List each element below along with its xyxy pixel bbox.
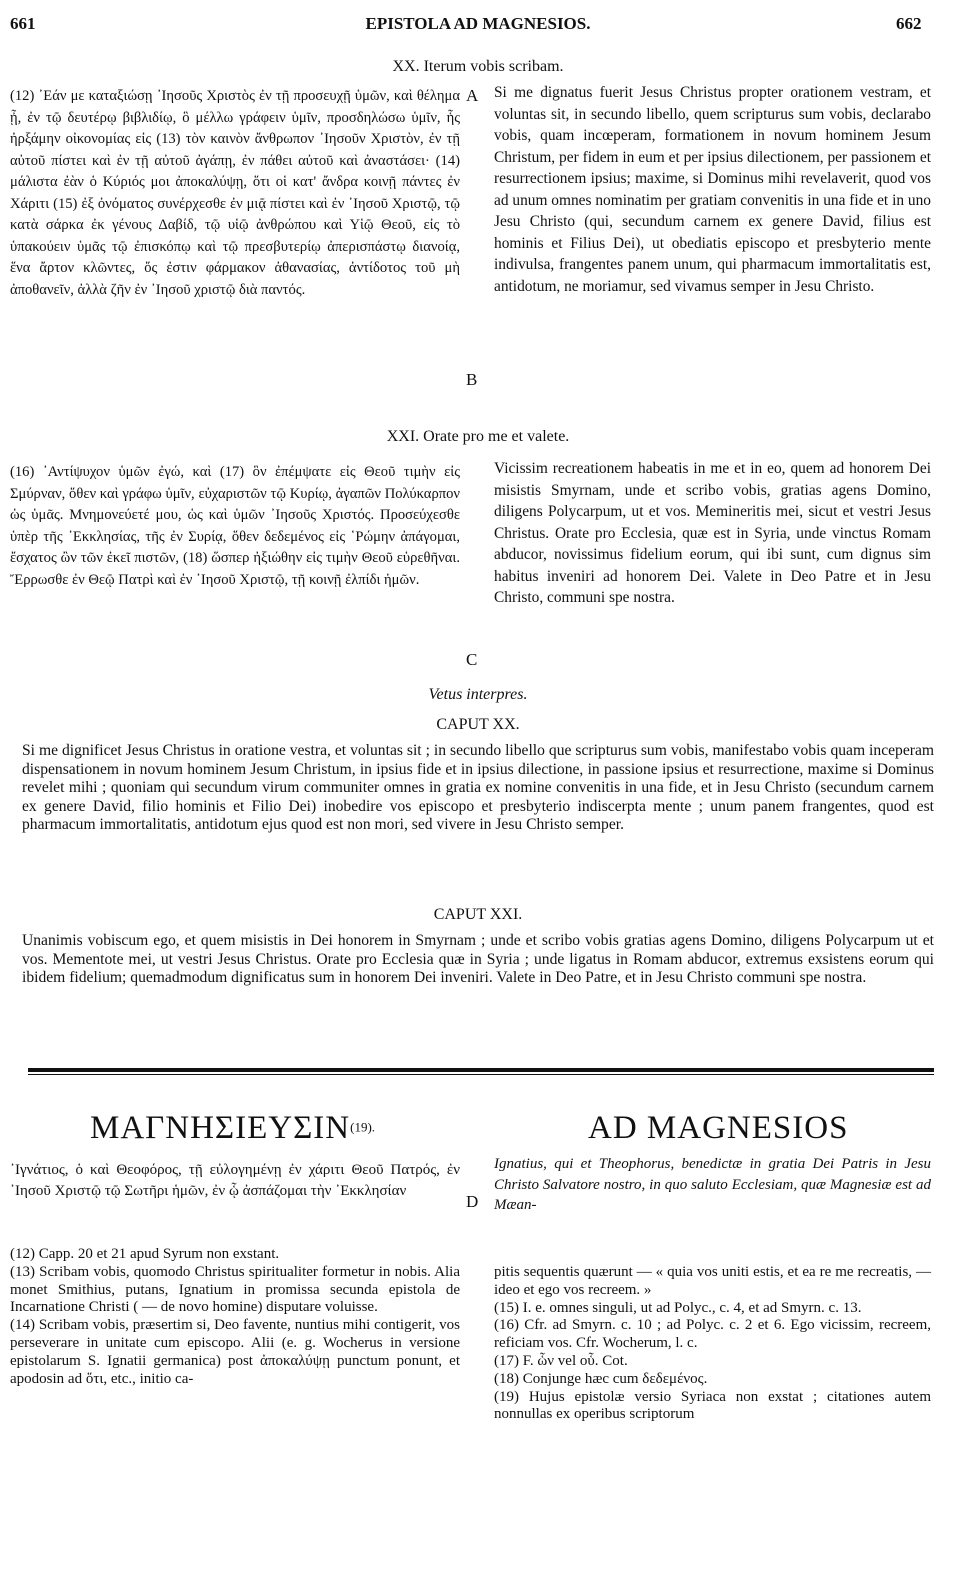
footnote-17: (17) F. ὧν vel οὗ. Cot. bbox=[494, 1352, 628, 1369]
margin-letter-c: C bbox=[466, 650, 478, 669]
margin-letter-b: B bbox=[466, 370, 478, 389]
greek-title-note-ref: (19). bbox=[350, 1119, 376, 1135]
caput-xx-text: Si me dignificet Jesus Christus in oratione vestra, et voluntas sit ; in secundo libello que scripturus sum vobis, manifestabo vobis quam inceperam dispensationem in novum hominem Jesum Christum, in ipsius fide et in ipsius dilectione, in passione ipsius et resurrectione, maxime si Dominus revelet mihi ; quoniam qui secundum virum communiter omnes in gratia ex nomine convenitis in una fide, et in Jesu Christo (secundum carnem ex genere David, filio hominis et Filio Dei) inobedire vos episcopo et presbyterio indiscerpta mente ; unum panem frangentes, quod est pharmacum immortalitatis, antidotum ejus quod est non mori, sed vivere in Jesu Christo semper. bbox=[22, 742, 934, 834]
footnote-18: (18) Conjunge hæc cum δεδεμένος. bbox=[494, 1370, 708, 1387]
greek-epistle-title bbox=[90, 1110, 375, 1147]
section-divider-thin bbox=[28, 1074, 934, 1075]
footnotes-left bbox=[10, 1246, 460, 1388]
margin-letter-d: D bbox=[466, 1192, 479, 1211]
latin-epistle-title: AD MAGNESIOS bbox=[588, 1110, 849, 1146]
greek-text-xx: (12) ᾿Εάν με καταξιώσῃ ᾿Ιησοῦς Χριστὸς ἐν τῇ προσευχῇ ὑμῶν, καὶ θέλημα ᾖ, ἐν τῷ δευτέρῳ βιβλιδίῳ, ὃ μέλλω γράφειν ὑμῖν, προσδηλώσω ὑμῖν, ἧς ἠρξάμην οἰκονομίας εἰς (13) τὸν καινὸν ἄνθρωπον ᾿Ιησοῦν Χριστὸν, ἐν τῇ αὐτοῦ πίστει καὶ ἐν τῇ αὐτοῦ ἀγάπῃ, ἐν πάθει αὐτοῦ καὶ ἀναστάσει· (14) μάλιστα ἐὰν ὁ Κύριός μοι ἀποκαλύψῃ, ὅτι οἱ κατ' ἄνδρα κοινῇ πάντες ἐν Χάριτι (15) ἐξ ὀνόματος συνέρχεσθε ἐν μιᾷ πίστει καὶ ἐν ᾿Ιησοῦ Χριστῷ, τῷ κατὰ σάρκα ἐκ γένους Δαβίδ, τῷ υἱῷ ἀνθρώπου καὶ Υἱῷ Θεοῦ, εἰς τὸ ὑπακούειν ὑμᾶς τῷ ἐπισκόπῳ καὶ τῷ πρεσβυτερίῳ ἀπερισπάστῳ διανοίᾳ, ἕνα ἄρτον κλῶντες, ὅς ἐστιν φάρμακον ἀθανασίας, ἀντίδοτος τοῦ μὴ ἀποθανεῖν, ἀλλὰ ζῆν ἐν ᾿Ιησοῦ χριστῷ διὰ παντός. bbox=[10, 88, 460, 298]
footnote-13: (13) Scribam vobis, quomodo Christus spiritualiter formetur in nobis. Alia monet Smithius, putans, Ignatium in promissa secunda epistola de Incarnatione Christi ( — de novo homine) disputare voluisse. bbox=[10, 1263, 460, 1316]
footnote-12: (12) Capp. 20 et 21 apud Syrum non exstant. bbox=[10, 1246, 280, 1262]
page-number-left: 661 bbox=[10, 14, 36, 33]
vetus-interpres-label: Vetus interpres. bbox=[428, 686, 528, 703]
latin-salutation: Ignatius, qui et Theophorus, benedictæ in gratia Dei Patris in Jesu Christo Salvatore nostro, in quo saluto Ecclesiam, quæ Magnesiæ est ad Mæan- bbox=[494, 1156, 931, 1213]
footnote-15: (15) I. e. omnes singuli, ut ad Polyc., c. 4, et ad Smyrn. c. 13. bbox=[494, 1299, 862, 1316]
running-title: EPISTOLA AD MAGNESIOS. bbox=[365, 14, 591, 33]
footnotes-right bbox=[494, 1264, 931, 1424]
latin-text-xxi: Vicissim recreationem habeatis in me et in eo, quem ad honorem Dei misistis Smyrnam, unde et scribo vobis, gratias agens Domino, diligens Polycarpum, ut et vos. Memineritis mei, sicut et vestri Jesus Christus. Orate pro Ecclesia, quæ est in Syria, unde vinctus Romam abducor, novissimus fidelium eorum, qui ibi sunt, cum dignus sim habitus inveniri ad honorem Dei. Valete in Deo Patre et in Jesu Christo, communi spe nostra. bbox=[494, 460, 931, 606]
greek-title-text: ΜΑΓΝΗΣΙΕΥΣΙΝ bbox=[90, 1110, 351, 1146]
caput-xxi-text: Unanimis vobiscum ego, et quem misistis in Dei honorem in Smyrnam ; unde et scribo vobis gratias agens Domino, diligens Polycarpum ut et vos. Mementote mei, ut vestri Jesus Christus. Orate pro Ecclesia quæ in Syria ; unde ligatus in Romam abducor, extremus exsistens eorum qui ibidem fidelium; quemadmodum dignificatus sum in honorem Dei inveniri. Valete in Deo Patre, et in Jesu Christo communi spe nostra. bbox=[22, 932, 934, 987]
margin-letter-a: A bbox=[466, 86, 479, 105]
greek-text-xxi: (16) ᾿Αντίψυχον ὑμῶν ἐγώ, καὶ (17) ὃν ἐπέμψατε εἰς Θεοῦ τιμὴν εἰς Σμύρναν, ὅθεν καὶ γράφω ὑμῖν, εὐχαριστῶν τῷ Κυρίῳ, ἀγαπῶν Πολύκαρπον ὡς ὑμᾶς. Μνημονεύετέ μου, ὡς καὶ ὑμῶν ᾿Ιησοῦς Χριστός. Προσεύχεσθε ὑπὲρ τῆς ᾿Εκκλησίας, τῆς ἐν Συρίᾳ, ὅθεν δεδεμένος εἰς ῾Ρώμην ἀπάγομαι, ἔσχατος ὢν τῶν ἐκεῖ πιστῶν, (18) ὥσπερ ἠξιώθην εἰς τιμὴν Θεοῦ εὑρεθῆναι. Ἔρρωσθε ἐν Θεῷ Πατρὶ καὶ ἐν ᾿Ιησοῦ Χριστῷ, τῇ κοινῇ ἐλπίδι ἡμῶν. bbox=[10, 464, 460, 588]
chapter-xxi-heading: XXI. Orate pro me et valete. bbox=[386, 428, 570, 445]
footnote-14-cont: pitis sequentis quærunt — « quia vos uniti estis, et ea re me recreatis, — ideo et ego vos recreem. » bbox=[494, 1264, 931, 1298]
caput-xx-heading: CAPUT XX. bbox=[436, 716, 520, 733]
latin-text-xx: Si me dignatus fuerit Jesus Christus propter orationem vestram, et voluntas sit, in secundo libello, quem scripturus sum vobis, declarabo vobis, quam incœperam, formationem in novum hominem Jesum Christum, per fidem in eum et per ipsius dilectionem, per passionem et resurrectionem ipsius; maxime, si Dominus mihi revelaverit, quod vos ad unum omnes nominatim per gratiam convenitis in una fide et in uno Jesu Christo (qui, secundum carnem ex genere David, filius est hominis et Filius Dei), ut obediatis episcopo et presbyterio mente indivulsa, frangentes panem unum, qui pharmacum immortalitatis est, antidotum, ne moriamur, sed vivamus semper in Jesu Christo. bbox=[494, 84, 931, 295]
footnote-14: (14) Scribam vobis, præsertim si, Deo favente, nuntius mihi contigerit, vos perseverare in unitate cum episcopo. Alii (e. g. Wocherus in versione epistolarum S. Ignatii germanica) post ἀποκαλύψῃ punctum ponunt, et apodosin ad ὅτι, etc., initio ca- bbox=[10, 1317, 460, 1387]
chapter-xx-heading: XX. Iterum vobis scribam. bbox=[392, 58, 564, 75]
footnote-16: (16) Cfr. ad Smyrn. c. 10 ; ad Polyc. c. 2 et 6. Ego vicissim, recreem, reficiam vos. Cfr. Wocherum, l. c. bbox=[494, 1317, 931, 1352]
greek-salutation: ᾿Ιγνάτιος, ὁ καὶ Θεοφόρος, τῇ εὐλογημένῃ ἐν χάριτι Θεοῦ Πατρός, ἐν ᾿Ιησοῦ Χριστῷ τῷ Σωτῆρι ἡμῶν, ἐν ᾧ ἀσπάζομαι τὴν ᾿Εκκλησίαν bbox=[10, 1162, 460, 1199]
caput-xxi-heading: CAPUT XXI. bbox=[433, 906, 523, 923]
footnote-19: (19) Hujus epistolæ versio Syriaca non exstat ; citationes autem nonnullas ex operibus scriptorum bbox=[494, 1388, 931, 1423]
section-divider bbox=[28, 1068, 934, 1072]
page-number-right: 662 bbox=[896, 14, 922, 33]
